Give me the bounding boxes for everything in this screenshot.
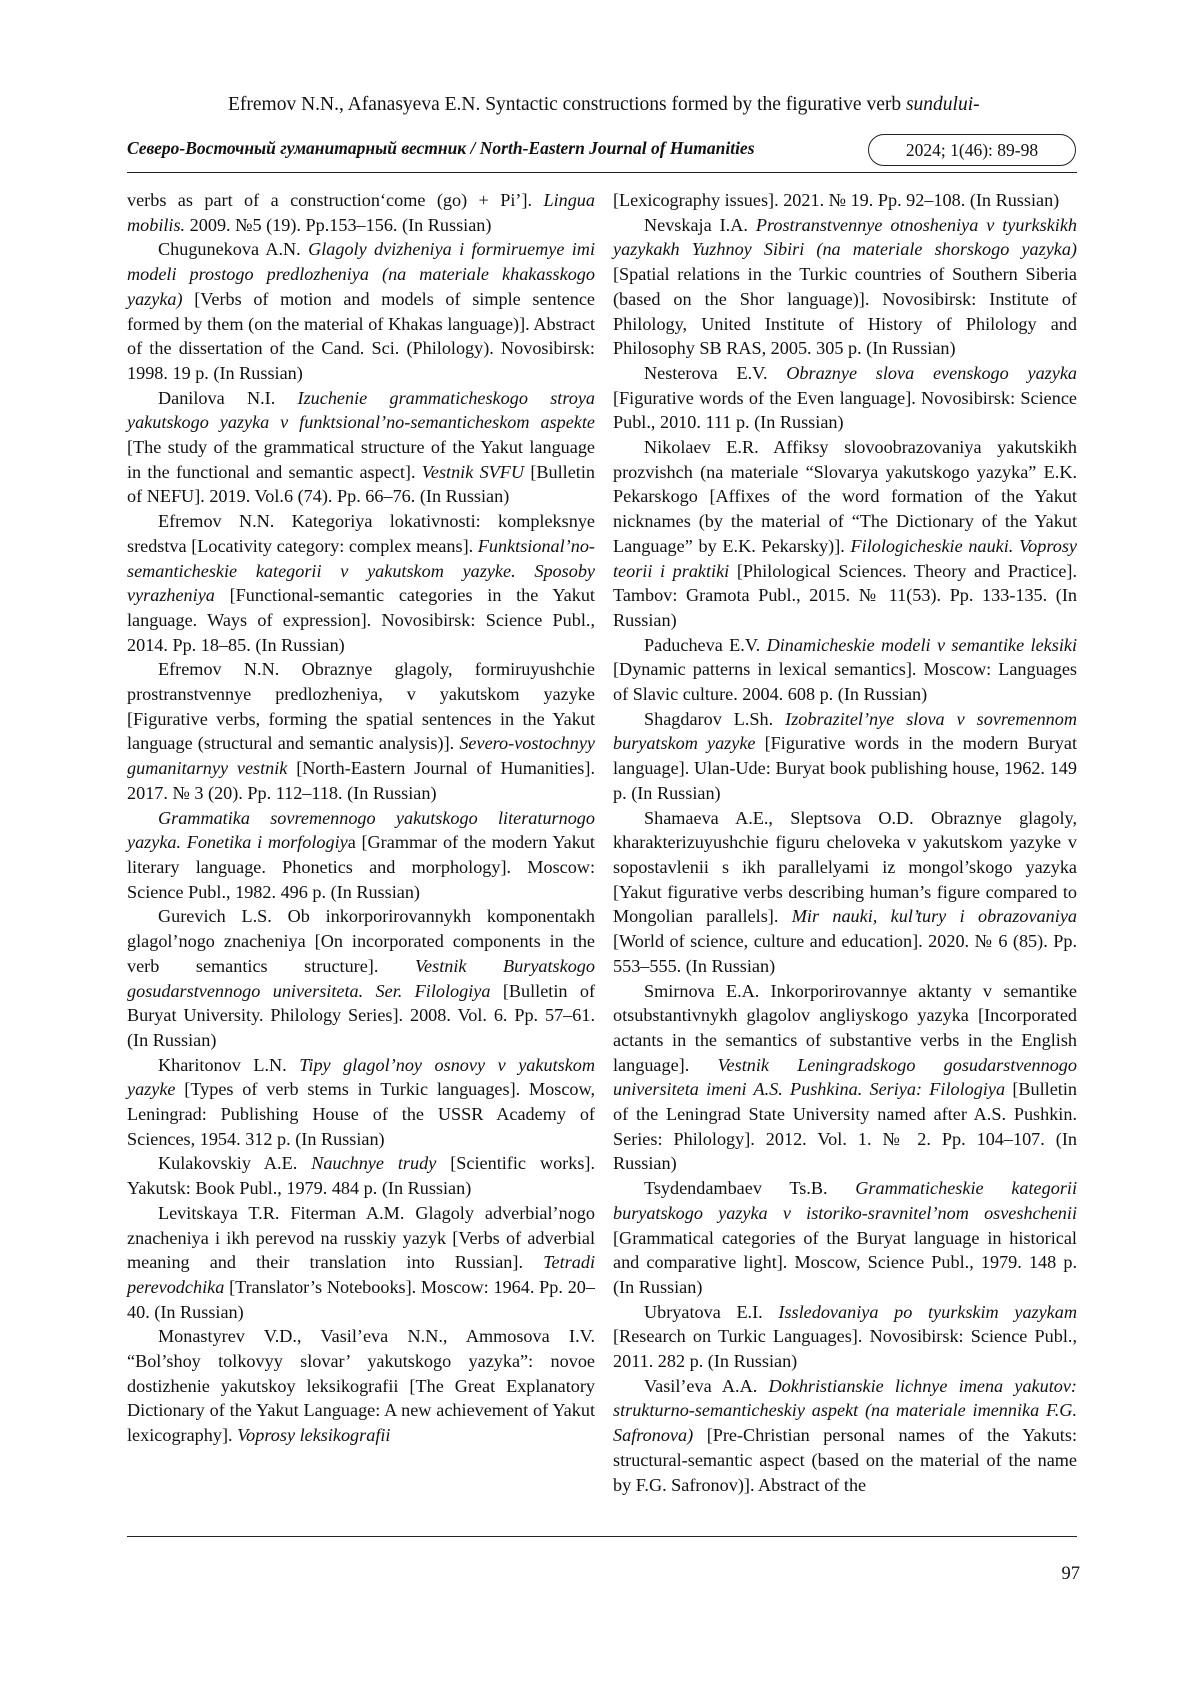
reference-item: Grammatika sovremennogo yakutskogo literaturnogo yazyka. Fonetika i morfologiya [Grammar of the modern Yakut literary language. Phonetics and morphology]. Moscow: Science Publ., 1982. 496 p. (In Russian): [127, 807, 595, 902]
references-left-column: [127, 188, 595, 1448]
reference-item: Paducheva E.V. Dinamicheskie modeli v semantike leksiki [Dynamic patterns in lexical semantics]. Moscow: Languages of Slavic culture. 2004. 608 p. (In Russian): [613, 634, 1077, 705]
reference-item: Ubryatova E.I. Issledovaniya po tyurkskim yazykam [Research on Turkic Languages]. Novosibirsk: Science Publ., 2011. 282 p. (In Russian): [613, 1301, 1077, 1372]
reference-item: Gurevich L.S. Ob inkorporirovannykh komponentakh glagol’nogo znacheniya [On incorporated components in the verb semantics structure]. Vestnik Buryatskogo gosudarstvennogo universiteta. Ser. Filologiya [Bulletin of Buryat University. Philology Series]. 2008. Vol. 6. Pp. 57–61. (In Russian): [127, 906, 596, 1050]
reference-item: Levitskaya T.R. Fiterman A.M. Glagoly adverbial’nogo znacheniya i ikh perevod na russkiy yazyk [Verbs of adverbial meaning and their translation into Russian]. Tetradi perevodchika [Translator’s Notebooks]. Moscow: 1964. Pp. 20–40. (In Russian): [127, 1202, 595, 1322]
reference-item: Kharitonov L.N. Tipy glagol’noy osnovy v yakutskom yazyke [Types of verb stems in Turkic languages]. Moscow, Leningrad: Publishing House of the USSR Academy of Sciences, 1954. 312 p. (In Russian): [127, 1054, 595, 1149]
header-divider: [127, 172, 1077, 173]
reference-item: Vasil’eva A.A. Dokhristianskie lichnye imena yakutov: strukturno-semanticheskiy aspekt (na materiale imennika F.G. Safronova) [Pre-Christian personal names of the Yakuts: structural-semantic aspect (based on the material of the name by F.G. Safronov)]. Abstract of the: [613, 1375, 1077, 1495]
running-title: [228, 94, 1090, 116]
references-right-column: [613, 188, 1077, 1497]
reference-item: Efremov N.N. Kategoriya lokativnosti: kompleksnye sredstva [Locativity category: complex means]. Funktsional’no-semanticheskie kategorii v yakutskom yazyke. Sposoby vyrazheniya [Functional-semantic categories in the Yakut language. Ways of expression]. Novosibirsk: Science Publ., 2014. Pp. 18–85. (In Russian): [127, 511, 595, 655]
journal-header: [127, 136, 1077, 168]
page-number: 97: [1061, 1564, 1080, 1584]
reference-item: Nevskaja I.A. Prostranstvennye otnosheniya v tyurkskikh yazykakh Yuzhnoy Sibiri (na materiale shorskogo yazyka) [Spatial relations in the Turkic countries of Southern Siberia (based on the Shor language)]. Novosibirsk: Institute of Philology, United Institute of History of Philology and Philosophy SB RAS, 2005. 305 p. (In Russian): [613, 214, 1077, 359]
running-title-italic: sundului-: [905, 94, 980, 115]
reference-item: Shagdarov L.Sh. Izobrazitel’nye slova v sovremennom buryatskom yazyke [Figurative words in the modern Buryat language]. Ulan-Ude: Buryat book publishing house, 1962. 149 p. (In Russian): [613, 708, 1077, 803]
journal-name: Северо-Восточный гуманитарный вестник / North-Eastern Journal of Humanities: [127, 138, 755, 158]
reference-item: Efremov N.N. Obraznye glagoly, formiruyushchie prostranstvennye predlozheniya, v yakutskom yazyke [Figurative verbs, forming the spatial sentences in the Yakut language (structural and semantic analysis)]. Severo-vostochnyy gumanitarnyy vestnik [North-Eastern Journal of Humanities]. 2017. № 3 (20). Pp. 112–118. (In Russian): [127, 659, 595, 803]
issue-badge: 2024; 1(46): 89-98: [868, 134, 1076, 166]
reference-item: Nikolaev E.R. Affiksy slovoobrazovaniya yakutskikh prozvishch (na materiale “Slovarya yakutskogo yazyka” E.K. Pekarskogo [Affixes of the word formation of the Yakut nicknames (by the material of “The Dictionary of the Yakut Language” by E.K. Pekarsky)]. Filologicheskie nauki. Voprosy teorii i praktiki [Philological Sciences. Theory and Practice]. Tambov: Gramota Publ., 2015. № 11(53). Pp. 133-135. (In Russian): [613, 437, 1077, 630]
reference-item: Danilova N.I. Izuchenie grammaticheskogo stroya yakutskogo yazyka v funktsional’no-semanticheskom aspekte [The study of the grammatical structure of the Yakut language in the functional and semantic aspect]. Vestnik SVFU [Bulletin of NEFU]. 2019. Vol.6 (74). Pp. 66–76. (In Russian): [127, 387, 595, 507]
reference-item: Chugunekova A.N. Glagoly dvizheniya i formiruemye imi modeli prostogo predlozheniya (na materiale khakasskogo yazyka) [Verbs of motion and models of simple sentence formed by them (on the material of Khakas language)]. Abstract of the dissertation of the Cand. Sci. (Philology). Novosibirsk: 1998. 19 p. (In Russian): [127, 239, 595, 383]
reference-item: verbs as part of a construction‘come (go) + Pi’]. Lingua mobilis. 2009. №5 (19). Pp.153–156. (In Russian): [127, 190, 595, 235]
reference-item: [Lexicography issues]. 2021. № 19. Pp. 92–108. (In Russian): [613, 190, 1060, 210]
reference-item: Nesterova E.V. Obraznye slova evenskogo yazyka [Figurative words of the Even language]. Novosibirsk: Science Publ., 2010. 111 p. (In Russian): [613, 362, 1077, 433]
running-title-authors: Efremov N.N., Afanasyeva E.N. Syntactic constructions formed by the figurative verb: [228, 94, 906, 115]
reference-item: Tsydendambaev Ts.B. Grammaticheskie kategorii buryatskogo yazyka v istoriko-sravnitel’nom osveshchenii [Grammatical categories of the Buryat language in historical and comparative light]. Moscow, Science Publ., 1979. 148 p. (In Russian): [613, 1178, 1078, 1297]
reference-item: Kulakovskiy A.E. Nauchnye trudy [Scientific works]. Yakutsk: Book Publ., 1979. 484 p. (In Russian): [127, 1153, 595, 1199]
reference-item: Shamaeva A.E., Sleptsova O.D. Obraznye glagoly, kharakterizuyushchie figuru cheloveka v yakutskom yazyke v sopostavlenii s ikh parallelyami iz mongol’skogo yazyka [Yakut figurative verbs describing human’s figure compared to Mongolian parallels]. Mir nauki, kul’tury i obrazovaniya [World of science, culture and education]. 2020. № 6 (85). Pp. 553–555. (In Russian): [613, 807, 1077, 976]
reference-item: Monastyrev V.D., Vasil’eva N.N., Ammosova I.V. “Bol’shoy tolkovyy slovar’ yakutskogo yazyka”: novoe dostizhenie yakutskoy leksikografii [The Great Explanatory Dictionary of the Yakut Language: A new achievement of Yakut lexicography]. Voprosy leksikografii: [127, 1326, 595, 1446]
footer-divider: [127, 1536, 1077, 1537]
reference-item: Smirnova E.A. Inkorporirovannye aktanty v semantike otsubstantivnykh glagolov angliyskogo yazyka [Incorporated actants in the semantics of substantive verbs in the English language]. Vestnik Leningradskogo gosudarstvennogo universiteta imeni A.S. Pushkina. Seriya: Filologiya [Bulletin of the Leningrad State University named after A.S. Pushkin. Series: Philology]. 2012. Vol. 1. № 2. Pp. 104–107. (In Russian): [613, 980, 1077, 1174]
